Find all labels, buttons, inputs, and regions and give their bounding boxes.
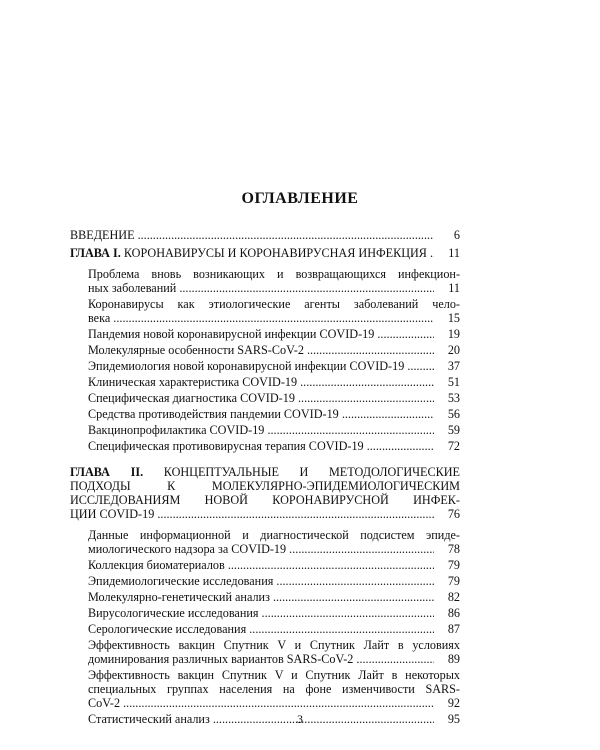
- toc-entry-label: Статистический анализ: [88, 712, 210, 726]
- toc-entry-label: Молекулярно-генетический анализ: [88, 590, 270, 604]
- toc-page-number: 15: [447, 311, 460, 325]
- toc-entry-label: ных заболеваний: [88, 281, 177, 295]
- page-number: 3: [297, 712, 303, 726]
- toc-page-number: 11: [448, 246, 460, 260]
- chapter-title-line: ИССЛЕДОВАНИЯМ НОВОЙ КОРОНАВИРУСНОЙ ИНФЕК-: [70, 493, 460, 507]
- toc-entry[interactable]: [88, 439, 460, 453]
- toc-page-number: 20: [447, 343, 460, 357]
- toc-chapter-2[interactable]: [70, 465, 460, 521]
- toc-entry[interactable]: [88, 558, 460, 572]
- toc-entry-label: Средства противодействия пандемии COVID-19: [88, 407, 339, 421]
- toc-entry-label: века: [88, 311, 111, 325]
- toc-page-number: 78: [447, 542, 460, 556]
- toc-entry[interactable]: [88, 359, 460, 373]
- toc-chapter-1[interactable]: [70, 246, 460, 260]
- toc-entry-label: Специфическая диагностика COVID-19: [88, 391, 295, 405]
- toc-entry[interactable]: [88, 590, 460, 604]
- toc-entry[interactable]: [88, 622, 460, 636]
- toc-entry[interactable]: [88, 423, 460, 437]
- page-title: ОГЛАВЛЕНИЕ: [241, 190, 359, 207]
- toc-entry-line: Проблема вновь возникающих и возвращающихся инфекцион-: [88, 267, 460, 281]
- toc-entry[interactable]: [88, 606, 460, 620]
- toc-page-number: 19: [447, 327, 460, 341]
- toc-entry-label: Эпидемиология новой коронавирусной инфекции COVID-19: [88, 359, 405, 373]
- toc-page-number: 82: [447, 590, 460, 604]
- toc-page-number: 89: [447, 652, 460, 666]
- toc-entry-label: Пандемия новой коронавирусной инфекции COVID-19: [88, 327, 375, 341]
- toc-page-number: 87: [447, 622, 460, 636]
- toc-entry-line: специальных группах населения на фоне изменчивости SARS-: [88, 682, 460, 696]
- chapter-prefix: ГЛАВА I.: [70, 246, 121, 260]
- toc-page-number: 95: [447, 712, 460, 726]
- toc-entry[interactable]: [88, 668, 460, 710]
- toc-entry-label: ВВЕДЕНИЕ: [70, 228, 135, 242]
- toc-entry-line: Коронавирусы как этиологические агенты заболеваний чело-: [88, 297, 460, 311]
- toc-page-number: 72: [447, 439, 460, 453]
- toc-entry-label: Эпидемиологические исследования: [88, 574, 274, 588]
- toc-entry[interactable]: [88, 327, 460, 341]
- toc-page-number: 76: [447, 507, 460, 521]
- toc-entry-label: Вирусологические исследования: [88, 606, 259, 620]
- toc-entry-intro[interactable]: [70, 228, 460, 242]
- chapter-title: КОРОНАВИРУСЫ И КОРОНАВИРУСНАЯ ИНФЕКЦИЯ: [123, 246, 427, 260]
- toc-entry-label: доминирования различных вариантов SARS-CoV-2: [88, 652, 354, 666]
- chapter-title-line: КОНЦЕПТУАЛЬНЫЕ И МЕТОДОЛОГИЧЕСКИЕ: [163, 465, 461, 479]
- toc-page-number: 51: [447, 375, 460, 389]
- toc-entry[interactable]: [88, 574, 460, 588]
- toc-page-number: 56: [447, 407, 460, 421]
- table-of-contents: [70, 228, 460, 728]
- toc-entry-label: Вакцинопрофилактика COVID-19: [88, 423, 265, 437]
- toc-entry[interactable]: [88, 343, 460, 357]
- toc-entry-line: Данные информационной и диагностической подсистем эпиде-: [88, 528, 460, 542]
- toc-entry[interactable]: [88, 375, 460, 389]
- toc-entry-label: Коллекция биоматериалов: [88, 558, 225, 572]
- toc-page-number: 6: [453, 228, 460, 242]
- toc-page-number: 37: [447, 359, 460, 373]
- toc-entry-label: CoV-2: [88, 696, 121, 710]
- toc-entry[interactable]: [88, 267, 460, 295]
- toc-entry-label: Молекулярные особенности SARS-CoV-2: [88, 343, 304, 357]
- chapter-prefix: ГЛАВА II.: [70, 465, 144, 479]
- chapter-title-line: ЦИИ COVID-19: [70, 507, 155, 521]
- toc-entry-label: Серологические исследования: [88, 622, 247, 636]
- toc-page-number: 86: [447, 606, 460, 620]
- toc-entry-label: Клиническая характеристика COVID-19: [88, 375, 298, 389]
- toc-page-number: 53: [447, 391, 460, 405]
- toc-entry-line: Эффективность вакцин Спутник V и Спутник Лайт в условиях: [88, 638, 460, 652]
- toc-entry-label: Специфическая противовирусная терапия COVID-19: [88, 439, 364, 453]
- toc-page-number: 79: [447, 558, 460, 572]
- toc-page-number: 79: [447, 574, 460, 588]
- toc-entry[interactable]: [88, 391, 460, 405]
- toc-page-number: 92: [447, 696, 460, 710]
- toc-page-number: 59: [447, 423, 460, 437]
- toc-entry[interactable]: [88, 297, 460, 325]
- toc-entry[interactable]: [88, 638, 460, 666]
- toc-entry-label: миологического надзора за COVID-19: [88, 542, 287, 556]
- toc-entry[interactable]: [88, 407, 460, 421]
- toc-entry[interactable]: [88, 528, 460, 556]
- toc-page-number: 11: [448, 281, 460, 295]
- toc-entry-line: Эффективность вакцин Спутник V и Спутник Лайт в некоторых: [88, 668, 460, 682]
- chapter-title-line: ПОДХОДЫ К МОЛЕКУЛЯРНО-ЭПИДЕМИОЛОГИЧЕСКИМ: [70, 479, 460, 493]
